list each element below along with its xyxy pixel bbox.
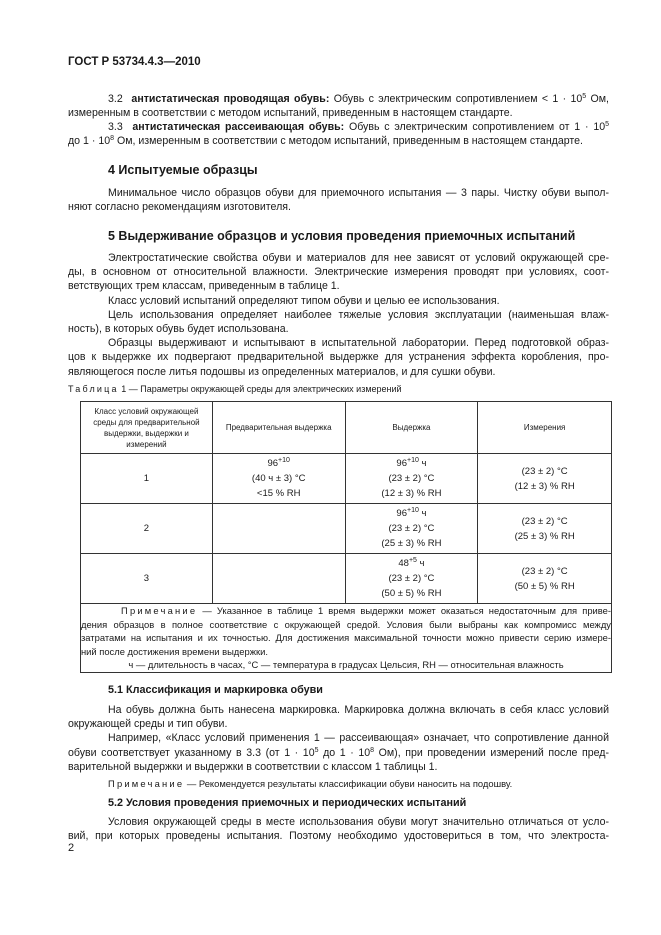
page-number: 2 [68,842,75,854]
text-line: окружающей среды и тип обуви. [68,718,228,731]
conditioning-cell [345,554,478,604]
value: (12 ± 3) % RH [381,488,442,499]
document-header: ГОСТ Р 53734.4.3—2010 [68,56,201,68]
value: (12 ± 3) % RH [514,480,575,492]
preconditioning-cell [212,454,345,504]
text-line: няют согласно рекомендациям изготовителя. [68,201,291,214]
class-cell: 3 [81,554,213,604]
clause-text: до 1 · 10 [68,135,111,148]
value: (40 ч ± 3) °С [251,473,306,484]
text-line: Класс условий испытаний определяют типом обуви и целью ее использования. [108,294,500,307]
text-line: Минимальное число образцов обуви для приемочного испытания — 3 пары. Чистку обуви выпол- [108,187,609,199]
unit: ч [418,458,427,469]
value: (23 ± 2) °С [388,573,435,584]
exponent: +10 [406,457,419,464]
value: (23 ± 2) °С [521,565,568,577]
note-text: затратами на испытания и их точностью. Для достижения максимальной точности можно привести серию измере- [81,632,611,644]
value: <15 % RH [256,488,301,499]
table-note-row [81,604,612,673]
conditioning-cell [345,454,478,504]
value: (23 ± 2) °С [388,473,435,484]
section-5-1-title: 5.1 Классификация и маркировка обуви [108,684,323,696]
note-label: Примечание [108,778,185,789]
clause-text: Ом, измеренным в соответствии с методом испытаний, приведенным в настоящем стандарте. [114,135,583,148]
text-line: Например, «Класс условий применения 1 — рассеивающая» означает, что сопротивление данной [108,732,609,745]
exponent: +5 [408,557,417,564]
clause-term: антистатическая проводящая обувь: [131,93,330,105]
text: обуви соответствует указанному в 3.3 (от 1 · 10 [68,746,315,759]
value: (50 ± 5) % RH [381,588,442,599]
note-text: — Указанное в таблице 1 время выдержки может оказаться недостаточным для приве- [197,605,611,616]
section-4-title: 4 Испытуемые образцы [108,163,258,177]
text-line: Образцы выдерживают и испытывают в испытательной лаборатории. Перед подготовкой образ- [108,337,609,350]
clause-term: антистатическая рассеивающая обувь: [132,121,345,133]
table-row [81,454,612,504]
section-5-title: 5 Выдерживание образцов и условия проведения приемочных испытаний [108,229,576,243]
table-row [81,554,612,604]
header-class: Класс условий окружающей среды для предварительной выдержки, выдержки и измерений [81,402,213,454]
unit: ч [418,508,427,519]
value: (23 ± 2) °С [521,465,568,477]
exponent: 5 [605,121,610,128]
class-cell: 2 [81,504,213,554]
measurement-cell [478,504,612,554]
section-5-1-text [68,703,609,774]
exponent: 8 [110,135,115,143]
value: 48 [398,558,409,569]
section-5-1-note [108,778,512,789]
text-line: вий, при которых проведены испытания. Поэтому необходимо удостовериться в том, что электроста- [68,830,609,843]
text-line: Цель использования определяет наиболее тяжелые условия эксплуатации (наименьшая влаж- [108,308,609,321]
exponent: 5 [314,746,319,754]
table-legend: ч — длительность в часах, °С — температура в градусах Цельсия, RH — относительная влажность [128,659,564,671]
clause-text-line: измеренным в соответствии с методом испытаний, приведенным в настоящем стандарте. [68,107,513,120]
text-line: ды, в основном от относительной влажности. Электрические измерения проводят при условиях, соот- [68,266,609,279]
clause-number: 3.3 [108,121,123,133]
measurement-cell [478,554,612,604]
note-text: ний после достижения времени выдержки. [81,645,268,657]
table-header-row [81,402,612,454]
clause-number: 3.2 [108,93,123,105]
header-preconditioning: Предварительная выдержка [212,402,345,454]
text-line: цов к выдержке их подвергают предварительной выдержке для устранения эффекта коробления, про- [68,351,609,364]
class-cell: 1 [81,454,213,504]
text-line: ветствующих трем классам, приведенным в таблице 1. [68,280,340,293]
text-line: варительной выдержки и выдержки в соответствии с классом 1 таблицы 1. [68,760,438,773]
text-line: являющегося после литья подошвы из определенных материалов, и для сушки обуви. [68,365,496,378]
exponent: 8 [370,746,375,754]
value: 96 [396,508,407,519]
value: 96 [396,458,407,469]
value: (25 ± 3) % RH [381,538,442,549]
text: до 1 · 10 [318,746,371,759]
conditioning-cell [345,504,478,554]
clause-3-3 [68,120,609,148]
table-caption [68,384,402,394]
section-5-2-title: 5.2 Условия проведения приемочных и периодических испытаний [108,797,467,809]
text-line: Условия окружающей среды в месте использования обуви могут значительно отличаться от усло- [108,816,609,828]
measurement-cell [478,454,612,504]
header-conditioning: Выдержка [345,402,478,454]
table-caption-label: Таблица [68,384,119,394]
note-text: — Рекомендуется результаты классификации обуви наносить на подошву. [184,778,513,789]
table-note [81,604,612,673]
unit: ч [416,558,425,569]
value: (23 ± 2) °С [388,523,435,534]
exponent: +10 [406,507,419,514]
table-caption-text: 1 — Параметры окружающей среды для электрических измерений [121,384,402,394]
section-5-2-text [68,815,609,843]
value: 96 [267,458,279,469]
text-line: Электростатические свойства обуви и материалов для нее зависят от условий окружающей сре- [108,252,609,264]
table-row [81,504,612,554]
preconditioning-cell [212,504,345,554]
section-5-text [68,251,609,379]
text: Ом), при проведении измерений после пред- [374,746,609,759]
text-line: На обувь должна быть нанесена маркировка. Маркировка должна включать в себя класс условий [108,704,609,716]
note-label: Примечание [121,605,198,616]
preconditioning-cell [212,554,345,604]
header-measurement: Измерения [478,402,612,454]
exponent: 5 [582,93,587,100]
exponent: +10 [278,457,290,464]
value: (23 ± 2) °С [521,515,568,527]
clause-3-2 [68,92,609,120]
note-text: дения образцов в полное соответствие с окружающей средой. Условия были выбраны как компромисс между [81,618,611,630]
section-4-text [68,186,609,214]
value: (25 ± 3) % RH [514,530,575,542]
environment-table [80,401,612,673]
value: (50 ± 5) % RH [514,580,575,592]
clause-text: Обувь с электрическим сопротивлением от 1 · 10 [348,121,606,133]
text-line: ность), в которых обувь будет использована. [68,323,289,336]
clause-text: Обувь с электрическим сопротивлением < 1 · 10 [333,93,583,105]
clause-text: Ом, [586,93,609,105]
